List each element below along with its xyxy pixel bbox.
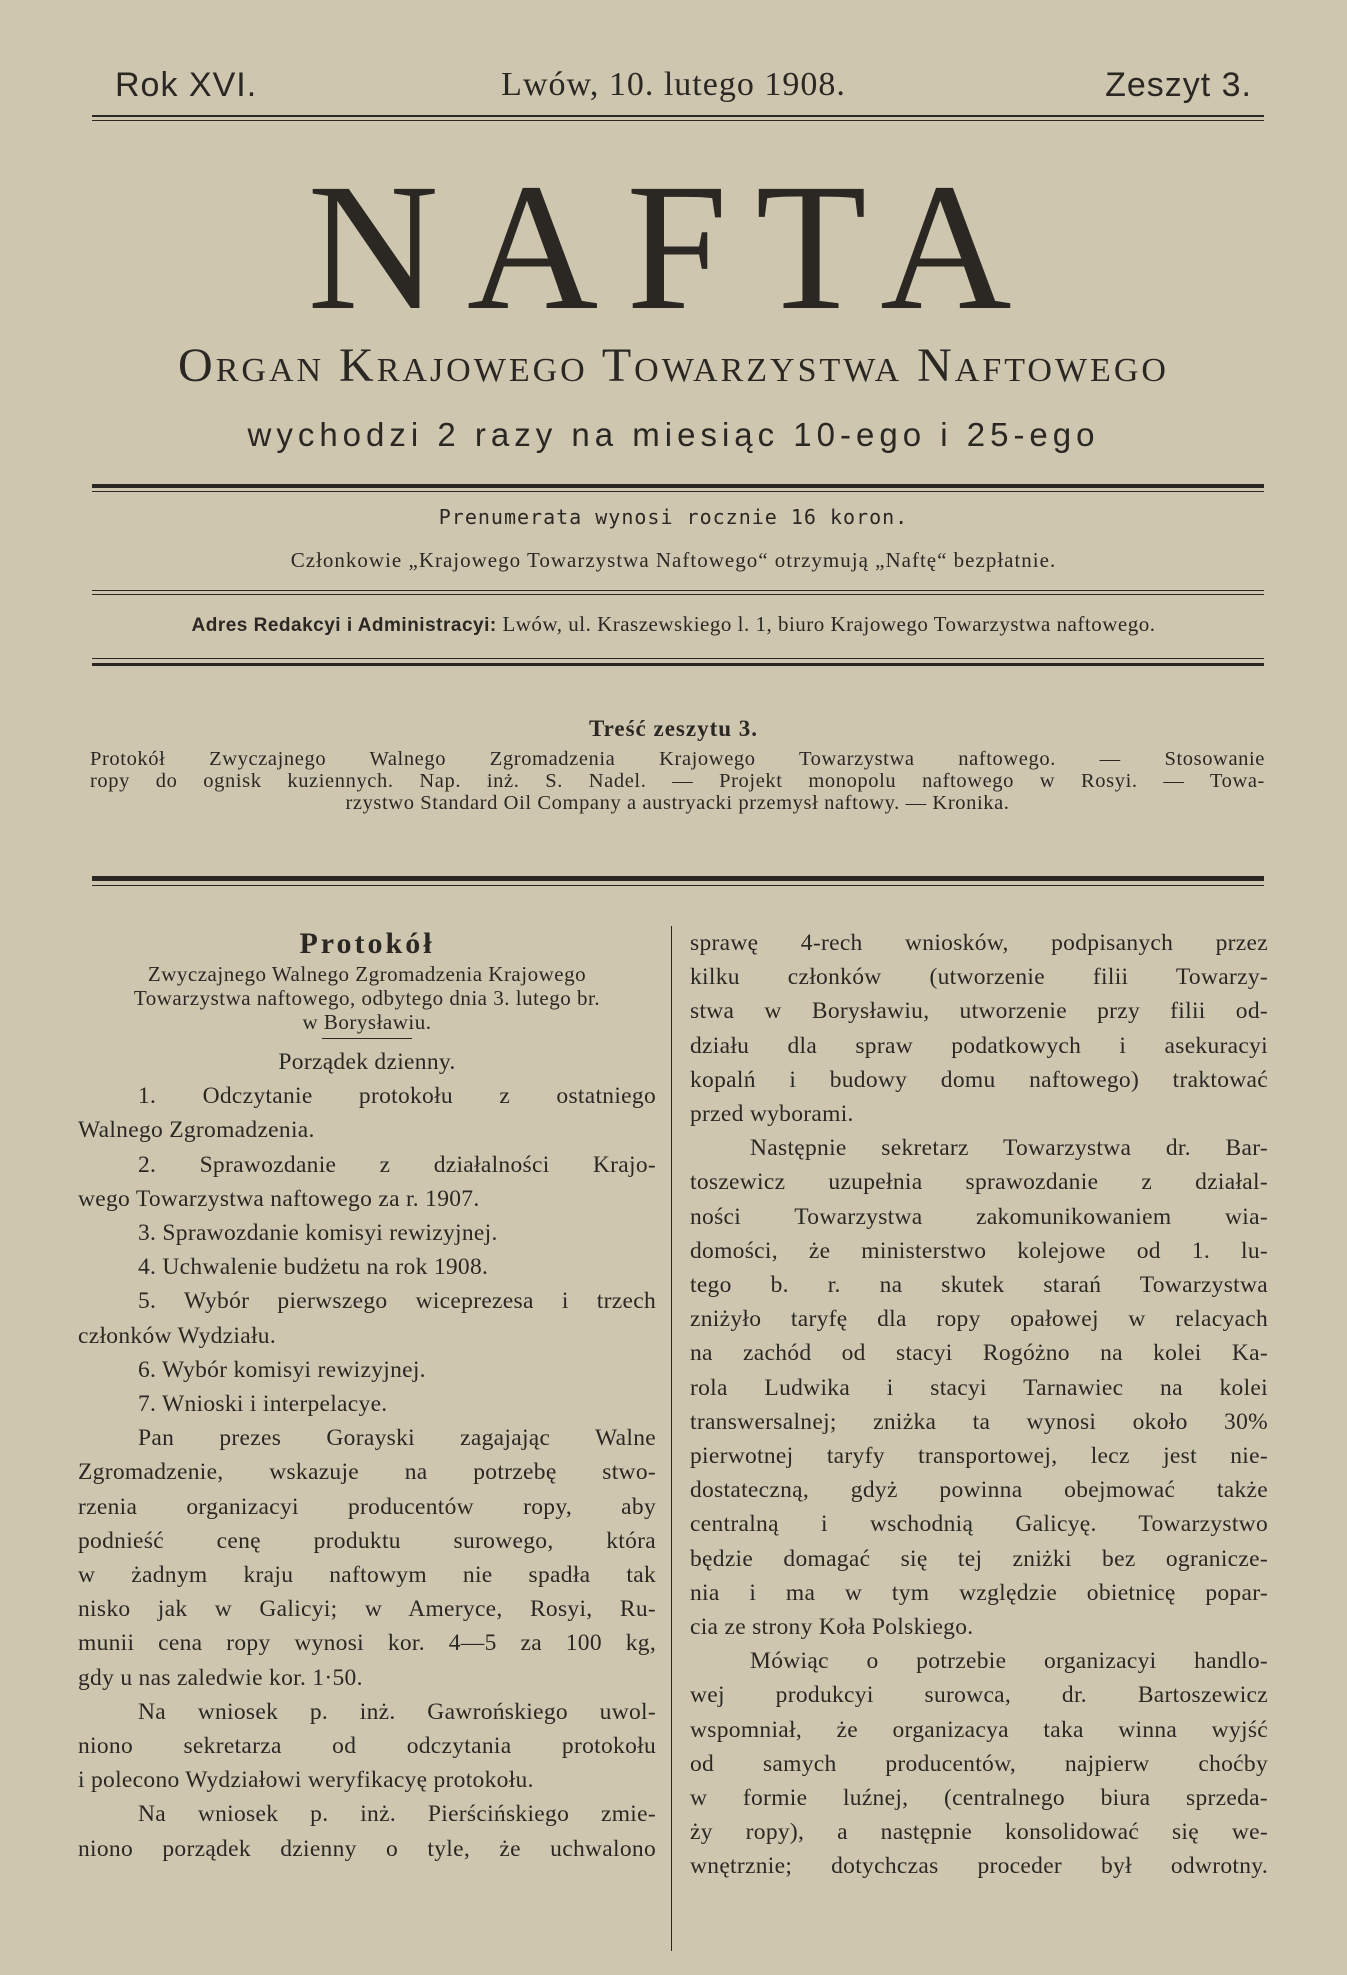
text-line: na zachód od stacyi Rogóżno na kolei Ka- xyxy=(690,1340,1268,1367)
text-line: 6. Wybór komisyi rewizyjnej. xyxy=(138,1356,426,1383)
text-line: cia ze strony Koła Polskiego. xyxy=(690,1614,974,1641)
text-line: ży ropy), a następnie konsolidować się we- xyxy=(690,1819,1268,1846)
masthead-subtitle: Organ Krajowego Towarzystwa Naftowego xyxy=(178,339,1169,392)
subscription-price: Prenumerata wynosi rocznie 16 koron. xyxy=(438,505,909,529)
members-note: Członkowie „Krajowego Towarzystwa Naftowego“ otrzymują „Naftę“ bezpłatnie. xyxy=(290,548,1057,572)
address-label: Adres Redakcyi i Administracyi: xyxy=(191,615,497,636)
article-title: Protokół xyxy=(299,927,435,960)
volume-number: Rok XVI. xyxy=(115,66,258,104)
text-line: Zgromadzenie, wskazuje na potrzebę stwo- xyxy=(78,1459,656,1486)
text-line: przed wyborami. xyxy=(690,1101,854,1128)
text-line: Mówiąc o potrzebie organizacyi handlo- xyxy=(750,1648,1268,1675)
text-line: podnieść cenę produktu surowego, która xyxy=(78,1527,656,1554)
issue-info-line xyxy=(0,66,1347,112)
column-divider xyxy=(671,926,672,1951)
short-rule xyxy=(322,1038,412,1039)
text-line: Na wniosek p. inż. Pierścińskiego zmie- xyxy=(138,1801,656,1828)
left-column-text xyxy=(78,1079,656,1866)
text-line: w żadnym kraju naftowym nie spadła tak xyxy=(78,1562,656,1589)
text-line: 4. Uchwalenie budżetu na rok 1908. xyxy=(138,1254,489,1281)
text-line: stwa w Borysławiu, utworzenie przy filii od- xyxy=(690,998,1268,1025)
text-line: Następnie sekretarz Towarzystwa dr. Bar- xyxy=(750,1135,1268,1162)
contents-line: rzystwo Standard Oil Company a austryacki przemysł naftowy. — Kronika. xyxy=(345,792,1010,814)
text-line: gdy u nas zaledwie kor. 1·50. xyxy=(78,1664,363,1691)
text-line: dostateczną, gdyż powinna obejmować także xyxy=(690,1477,1268,1504)
text-line: kilku członków (utworzenie filii Towarzy- xyxy=(690,964,1268,991)
contents-line: ropy do ognisk kuziennych. Nap. inż. S. Nadel. — Projekt monopolu naftowego w Rosyi. — Towa- xyxy=(90,770,1265,792)
rule-thick xyxy=(92,484,1264,488)
text-line: sprawę 4-rech wniosków, podpisanych przez xyxy=(690,930,1268,956)
rule-thin xyxy=(92,658,1264,659)
text-line: 7. Wnioski i interpelacye. xyxy=(138,1391,388,1418)
text-line: wspomniał, że organizacya taka winna wyjść xyxy=(690,1716,1268,1743)
text-line: zniżyło taryfę dla ropy opałowej w relacyach xyxy=(690,1306,1268,1333)
contents-list xyxy=(90,748,1265,814)
text-line: nia i ma w tym względzie obietnicę popar- xyxy=(690,1579,1268,1606)
text-line: transwersalnej; zniżka ta wynosi około 30% xyxy=(690,1408,1268,1435)
masthead-title: NAFTA xyxy=(307,147,1040,348)
text-line: i polecono Wydziałowi weryfikacyę protokołu. xyxy=(78,1767,534,1794)
text-line: wnętrznie; dotychczas proceder był odwrotny. xyxy=(690,1853,1268,1880)
rule-thick xyxy=(92,663,1264,666)
issue-number: Zeszyt 3. xyxy=(1105,66,1252,104)
article-column-right xyxy=(690,926,1268,1884)
text-line: będzie domagać się tej zniżki bez ogranicze- xyxy=(690,1545,1268,1572)
text-line: członków Wydziału. xyxy=(78,1322,277,1349)
text-line: 2. Sprawozdanie z działalności Krajo- xyxy=(138,1151,656,1178)
text-line: Pan prezes Gorayski zagajając Walne xyxy=(138,1425,656,1452)
rule-thick xyxy=(92,876,1264,881)
text-line: tego b. r. na skutek starań Towarzystwa xyxy=(690,1272,1268,1299)
text-line: od samych producentów, najpierw choćby xyxy=(690,1750,1268,1777)
text-line: ności Towarzystwa zakomunikowaniem wia- xyxy=(690,1203,1268,1230)
contents-line: Protokół Zwyczajnego Walnego Zgromadzenia Krajowego Towarzystwa naftowego. — Stosowanie xyxy=(90,748,1265,770)
address-value: Lwów, ul. Kraszewskiego l. 1, biuro Krajowego Towarzystwa naftowego. xyxy=(502,612,1156,636)
top-rule xyxy=(92,115,1264,121)
text-line: rzenia organizacyi producentów ropy, aby xyxy=(78,1493,656,1520)
text-line: działu dla spraw podatkowych i asekuracyi xyxy=(690,1032,1268,1059)
text-line: 1. Odczytanie protokołu z ostatniego xyxy=(138,1083,656,1110)
text-line: nisko jak w Galicyi; w Ameryce, Rosyi, Ru- xyxy=(78,1596,656,1623)
text-line: centralną i wschodnią Galicyę. Towarzystwo xyxy=(690,1511,1268,1538)
text-line: Na wniosek p. inż. Gawrońskiego uwol- xyxy=(138,1698,656,1725)
rule-thin xyxy=(92,590,1264,591)
agenda-heading: Porządek dzienny. xyxy=(278,1049,456,1075)
rule-thin xyxy=(92,491,1264,492)
publication-frequency: wychodzi 2 razy na miesiąc 10-ego i 25-ego xyxy=(247,416,1100,453)
text-line: 5. Wybór pierwszego wiceprezesa i trzech xyxy=(138,1288,656,1315)
text-line: wego Towarzystwa naftowego za r. 1907. xyxy=(78,1185,480,1212)
text-line: wej produkcyi surowca, dr. Bartoszewicz xyxy=(690,1682,1268,1709)
article-subtitle-line: w Borysławiu. xyxy=(302,1010,432,1034)
contents-heading: Treść zeszytu 3. xyxy=(588,716,759,741)
article-subtitle-line: Zwyczajnego Walnego Zgromadzenia Krajowego xyxy=(147,962,587,986)
right-column-text xyxy=(690,926,1268,1884)
text-line: niono porządek dzienny o tyle, że uchwalono xyxy=(78,1835,656,1862)
text-line: kopalń i budowy domu naftowego) traktować xyxy=(690,1066,1268,1093)
text-line: rola Ludwika i stacyi Tarnawiec na kolei xyxy=(690,1374,1268,1401)
editorial-address xyxy=(0,612,1347,637)
text-line: munii cena ropy wynosi kor. 4—5 za 100 kg, xyxy=(78,1630,656,1657)
text-line: w formie luźnej, (centralnego biura sprzeda- xyxy=(690,1785,1268,1812)
text-line: toszewicz uzupełnia sprawozdanie z działal- xyxy=(690,1169,1268,1196)
text-line: domości, że ministerstwo kolejowe od 1. lu- xyxy=(690,1237,1268,1264)
rule-thin xyxy=(92,594,1264,595)
article-column-left xyxy=(78,926,656,1866)
text-line: 3. Sprawozdanie komisyi rewizyjnej. xyxy=(138,1220,498,1247)
place-date: Lwów, 10. lutego 1908. xyxy=(501,66,846,103)
rule-thin xyxy=(92,885,1264,886)
text-line: pierwotnej taryfy transportowej, lecz jest nie- xyxy=(690,1443,1268,1470)
text-line: niono sekretarza od odczytania protokołu xyxy=(78,1733,656,1760)
text-line: Walnego Zgromadzenia. xyxy=(78,1117,315,1144)
article-subtitle-line: Towarzystwa naftowego, odbytego dnia 3. lutego br. xyxy=(133,986,601,1010)
